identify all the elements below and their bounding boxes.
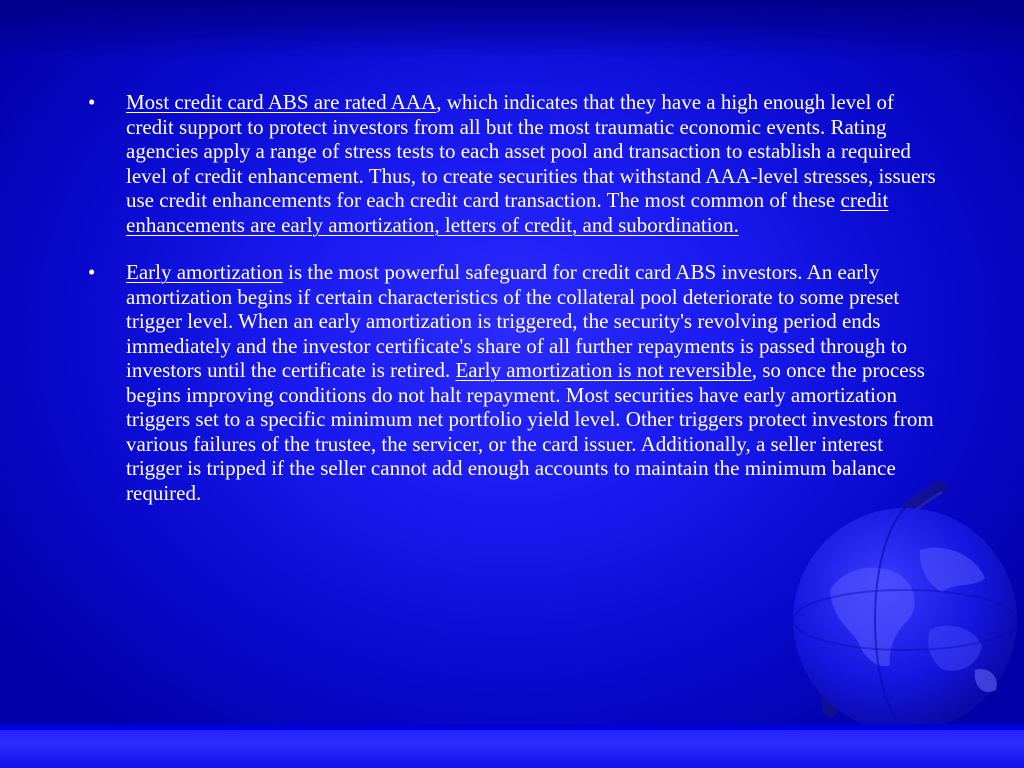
text-segment: is the most powerful safeguard for credit card ABS investors. An early amortization begins if certain characteristics of the collateral pool deteriorate to some preset trigger level. When an early amortization is triggered, the security's revolving period ends immediately and the investor certificate's share of all further repayments is passed through to investors until the certificate is retired. (126, 260, 908, 382)
bullet-item (86, 260, 936, 505)
bullet-text (126, 260, 936, 505)
bullet-marker: • (88, 260, 96, 284)
text-segment: , which indicates that they have a high enough level of credit support to protect investors from all but the most traumatic economic events. Rating agencies apply a range of stress tests to each asset pool and transaction to establish a required level of credit enhancement. Thus, to create securities that withstand AAA-level stresses, issuers use credit enhancements for each credit card transaction. The most common of these (126, 90, 936, 212)
bullet-item (86, 90, 936, 237)
footer-bar-edge (0, 724, 1024, 730)
underlined-phrase: credit enhancements are early amortization, letters of credit, and subordination. (126, 188, 889, 237)
bullet-marker: • (88, 90, 96, 114)
text-segment: , so once the process begins improving conditions do not halt repayment. Most securities have early amortization triggers set to a specific minimum net portfolio yield level. Other triggers protect investors from various failures of the trustee, the servicer, or the card issuer. Additionally, a seller interest trigger is tripped if the seller cannot add enough accounts to maintain the minimum balance required. (126, 358, 934, 505)
underlined-phrase: Early amortization is not reversible (455, 358, 752, 382)
footer-bar (0, 724, 1024, 768)
underlined-phrase: Early amortization (126, 260, 283, 284)
top-shade (0, 0, 1024, 60)
bullet-text (126, 90, 936, 237)
bullet-list (86, 90, 936, 528)
underlined-phrase: Most credit card ABS are rated AAA (126, 90, 437, 114)
